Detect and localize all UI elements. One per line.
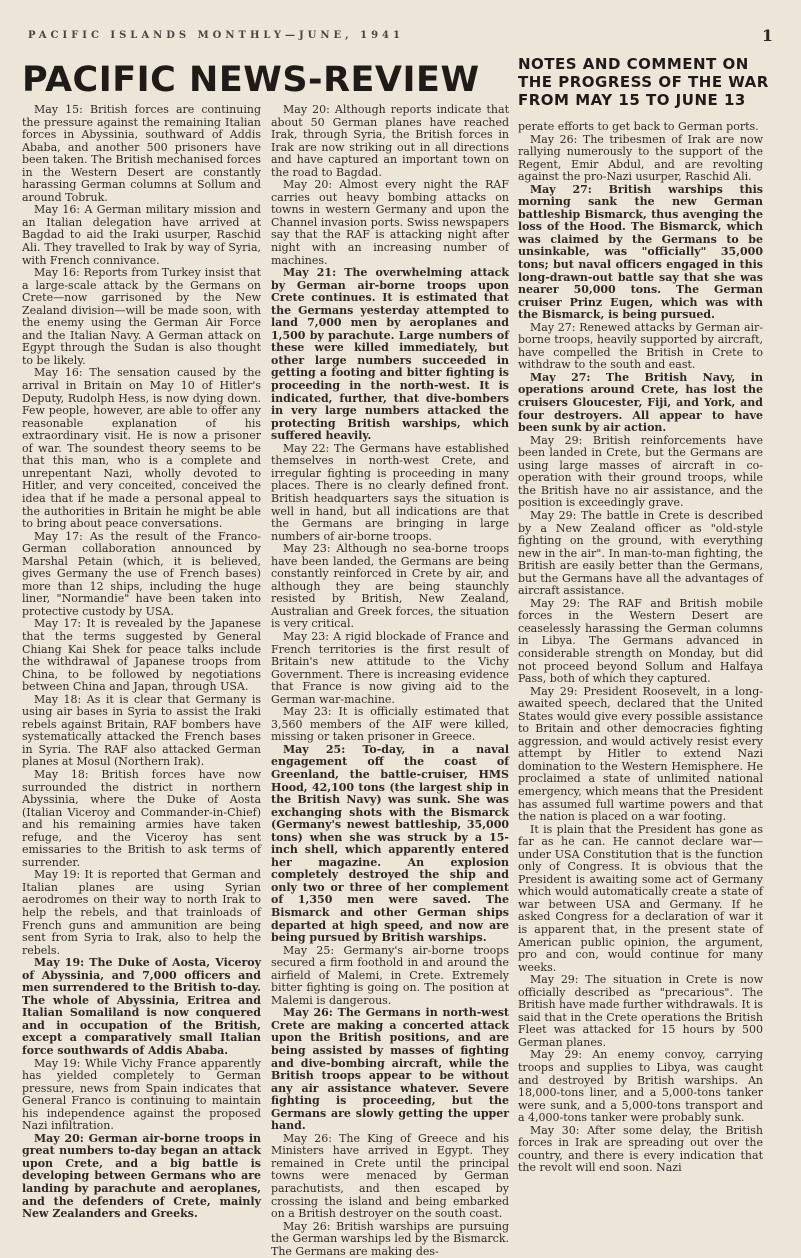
running-head <box>28 26 773 48</box>
news-paragraph: May 21: The overwhelming attack by German air-borne troops upon Crete continues. It is estimated that the Germans yesterday attempted to land 7,000 men by aeroplanes and 1,500 by parachute. Large numbers of these were killed immediately, but other large numbers succeeded in getting a footing and bitter fighting is proceeding in the north-west. It is indicated, further, that dive-bombers in very large numbers attacked the protecting British warships, which suffered heavily. <box>271 266 509 443</box>
news-paragraph: May 19: While Vichy France apparently has yielded completely to German pressure, news from Spain indicates that General Franco is continuing to maintain his independence against the proposed Nazi infiltration. <box>22 1056 261 1133</box>
news-paragraph: May 26: The Germans in north-west Crete are making a concerted attack upon the British positions, and are being assisted by masses of fighting and dive-bombing aircraft, while the British troops appear to be without any air assistance whatever. Severe fighting is proceeding, but the Germans are slowly getting the upper hand. <box>271 1006 509 1133</box>
news-paragraph: May 27: British warships this morning sank the new German battleship Bismarck, thus avenging the loss of the Hood. The Bismarck, which was claimed by the Germans to be unsinkable, was "officially" 35,000 tons; but naval officers engaged in this long-drawn-out battle say that she was nearer 50,000 tons. The German cruiser Prinz Eugen, which was with the Bismarck, is being pursued. <box>518 182 763 322</box>
news-paragraph: May 16: The sensation caused by the arrival in Britain on May 10 of Hitler's Deputy, Rudolph Hess, is now dying down. Few people, however, are able to offer any reasonable explanation of his extraordinary visit. He is now a prisoner of war. The soundest theory seems to be that this man, who is a complete and unrepentant Nazi, wholly devoted to Hitler, and very conceited, conceived the idea that if he made a personal appeal to the authorities in Britain he might be able to bring about peace conversations. <box>22 366 261 531</box>
news-paragraph: May 25: Germany's air-borne troops secured a firm foothold in and around the airfield of Malemi, in Crete. Extremely bitter fighting is going on. The position at Malemi is dangerous. <box>271 943 509 1007</box>
news-paragraph: May 29: The RAF and British mobile forces in the Western Desert are ceaselessly harassing the German columns in Libya. The Germans advanced in considerable strength on Monday, but did not proceed beyond Sollum and Halfaya Pass, both of which they captured. <box>518 596 763 686</box>
news-paragraph: May 26: British warships are pursuing the German warships led by the Bismarck. The Germans are making des- <box>271 1219 509 1258</box>
news-paragraph: May 23: It is officially estimated that 3,560 members of the AIF were killed, missing or taken prisoner in Greece. <box>271 705 509 744</box>
news-paragraph: perate efforts to get back to German ports. <box>518 120 759 133</box>
column-1 <box>22 103 261 1221</box>
column-3 <box>518 120 763 1175</box>
page-number: 1 <box>761 26 773 45</box>
column-2 <box>271 103 509 1258</box>
masthead: PACIFIC NEWS-REVIEW <box>22 60 480 100</box>
news-paragraph: May 27: The British Navy, in operations around Crete, has lost the cruisers Gloucester, Fiji, and York, and four destroyers. All appear to have been sunk by air action. <box>518 370 763 435</box>
news-paragraph: May 30: After some delay, the British forces in Irak are spreading out over the country, and there is every indication that the revolt will end soon. Nazi <box>518 1123 763 1175</box>
news-paragraph: May 17: As the result of the Franco-German collaboration announced by Marshal Petain (which, it is believed, gives Germany the use of French bases) more than 12 ships, including the huge liner, "Normandie" have been taken into protective custody by USA. <box>22 529 261 618</box>
news-paragraph: May 29: President Roosevelt, in a long-awaited speech, declared that the United States would give every possible assistance to Britain and other democracies fighting aggression, and would actively resist every attempt by Hitler to extend Nazi domination to the Western Hemisphere. He proclaimed a state of unlimited national emergency, which means that the President has assumed full wartime powers and that the nation is placed on a war footing. <box>518 684 763 824</box>
news-paragraph: May 23: A rigid blockade of France and French territories is the first result of Britain's new attitude to the Vichy Government. There is increasing evidence that France is now giving aid to the German war-machine. <box>271 629 509 706</box>
news-paragraph: It is plain that the President has gone as far as he can. He cannot declare war—under USA Constitution that is the function only of Congress. It is obvious that the President is awaiting some act of Germany which would automatically create a state of war between USA and Germany. If he asked Congress for a declaration of war it is apparent that, in the present state of American public opinion, the argument, pro and con, would continue for many weeks. <box>518 822 763 974</box>
news-paragraph: May 25: To-day, in a naval engagement off the coast of Greenland, the battle-cruiser, HMS Hood, 42,100 tons (the largest ship in the British Navy) was sunk. She was exchanging shots with the Bismarck (Germany's newest battleship, 35,000 tons) when she was struck by a 15-inch shell, which apparently entered her magazine. An explosion completely destroyed the ship and only two or three of her complement of 1,350 men were saved. The Bismarck and other German ships departed at high speed, and now are being pursued by British warships. <box>271 742 509 945</box>
news-paragraph: May 22: The Germans have established themselves in north-west Crete, and irregular fighting is proceeding in many places. There is no clearly defined front. British headquarters says the situation is well in hand, but all indications are that the Germans are bringing in large numbers of air-borne troops. <box>271 441 509 543</box>
news-paragraph: May 18: British forces have now surrounded the district in northern Abyssinia, where the Duke of Aosta (Italian Viceroy and Commander-in-Chief) and his remaining armies have taken refuge, and the Viceroy has sent emissaries to the British to ask terms of surrender. <box>22 767 261 869</box>
news-paragraph: May 16: Reports from Turkey insist that a large-scale attack by the Germans on Crete—now garrisoned by the New Zealand division—will be made soon, with the enemy using the German Air Force and the Italian Navy. A German attack on Egypt through the Sudan is also thought to be likely. <box>22 266 261 367</box>
running-title: PACIFIC ISLANDS MONTHLY—JUNE, 1941 <box>28 30 404 41</box>
news-paragraph: May 16: A German military mission and an Italian delegation have arrived at Bagdad to aid the Iraki usurper, Raschid Ali. They travelled to Irak by way of Syria, with French connivance. <box>22 203 261 267</box>
news-paragraph: May 26: The tribesmen of Irak are now rallying numerously to the support of the Regent, Emir Abdul, and are revolting against the pro-Nazi usurper, Raschid Ali. <box>518 132 763 184</box>
news-paragraph: May 20: Almost every night the RAF carries out heavy bombing attacks on towns in western Germany and upon the Channel invasion ports. Swiss newspapers say that the RAF is attacking night after night with an increasing number of machines. <box>271 178 509 267</box>
news-paragraph: May 19: It is reported that German and Italian planes are using Syrian aerodromes on their way to north Irak to help the rebels, and that trainloads of French guns and ammunition are being sent from Syria to Irak, also to help the rebels. <box>22 868 261 957</box>
news-paragraph: May 18: As it is clear that Germany is using air bases in Syria to assist the Iraki rebels against Britain, RAF bombers have systematically attacked the French bases in Syria. The RAF also attacked German planes at Mosul (Northern Irak). <box>22 692 261 769</box>
news-paragraph: May 23: Although no sea-borne troops have been landed, the Germans are being constantly reinforced in Crete by air, and although they are being staunchly resisted by British, New Zealand, Australian and Greek forces, the situation is very critical. <box>271 542 509 631</box>
news-paragraph: May 26: The King of Greece and his Ministers have arrived in Egypt. They remained in Crete until the principal towns were menaced by German parachutists, and then escaped by crossing the island and being embarked on a British destroyer on the south coast. <box>271 1131 509 1221</box>
news-paragraph: May 20: Although reports indicate that about 50 German planes have reached Irak, through Syria, the British forces in Irak are now striking out in all directions and have captured an important town on the road to Bagdad. <box>271 103 509 179</box>
news-paragraph: May 29: An enemy convoy, carrying troops and supplies to Libya, was caught and destroyed by British warships. An 18,000-tons liner, and a 5,000-tons tanker were sunk, and a 5,000-tons transport and a 4,000-tons tanker were probably sunk. <box>518 1048 763 1125</box>
news-paragraph: May 19: The Duke of Aosta, Viceroy of Abyssinia, and 7,000 officers and men surrendered to the British to-day. The whole of Abyssinia, Eritrea and Italian Somaliland is now conquered and in occupation of the British, except a comparatively small Italian force southwards of Addis Ababa. <box>22 956 261 1058</box>
news-paragraph: May 17: It is revealed by the Japanese that the terms suggested by General Chiang Kai Shek for peace talks include the withdrawal of Japanese troops from China, to be followed by negotiations between China and Japan, through USA. <box>22 617 261 694</box>
news-paragraph: May 29: British reinforcements have been landed in Crete, but the Germans are using large masses of aircraft in co-operation with their ground troops, while the British have no air assistance, and the position is exceedingly grave. <box>518 433 763 510</box>
subhead: NOTES AND COMMENT ON THE PROGRESS OF THE WAR FROM MAY 15 TO JUNE 13 <box>518 55 769 109</box>
news-paragraph: May 20: German air-borne troops in great numbers to-day began an attack upon Crete, and a big battle is developing between Germans who are landing by parachute and aeroplanes, and the defenders of Crete, mainly New Zealanders and Greeks. <box>22 1131 261 1221</box>
news-paragraph: May 15: British forces are continuing the pressure against the remaining Italian forces in Abyssinia, southward of Addis Ababa, and another 500 prisoners have been taken. The British mechanised forces in the Western Desert are constantly harassing German columns at Sollum and around Tobruk. <box>22 103 261 204</box>
news-paragraph: May 29: The battle in Crete is described by a New Zealand officer as "old-style fighting on the ground, with everything new in the air". In man-to-man fighting, the British are easily better than the Germans, but the Germans have all the advantages of aircraft assistance. <box>518 508 763 598</box>
news-paragraph: May 27: Renewed attacks by German air-borne troops, heavily supported by aircraft, have compelled the British in Crete to withdraw to the south and east. <box>518 320 763 372</box>
news-paragraph: May 29: The situation in Crete is now officially described as "precarious". The British have made further withdrawals. It is said that in the Crete operations the British Fleet was attacked for 15 hours by 500 German planes. <box>518 973 763 1049</box>
